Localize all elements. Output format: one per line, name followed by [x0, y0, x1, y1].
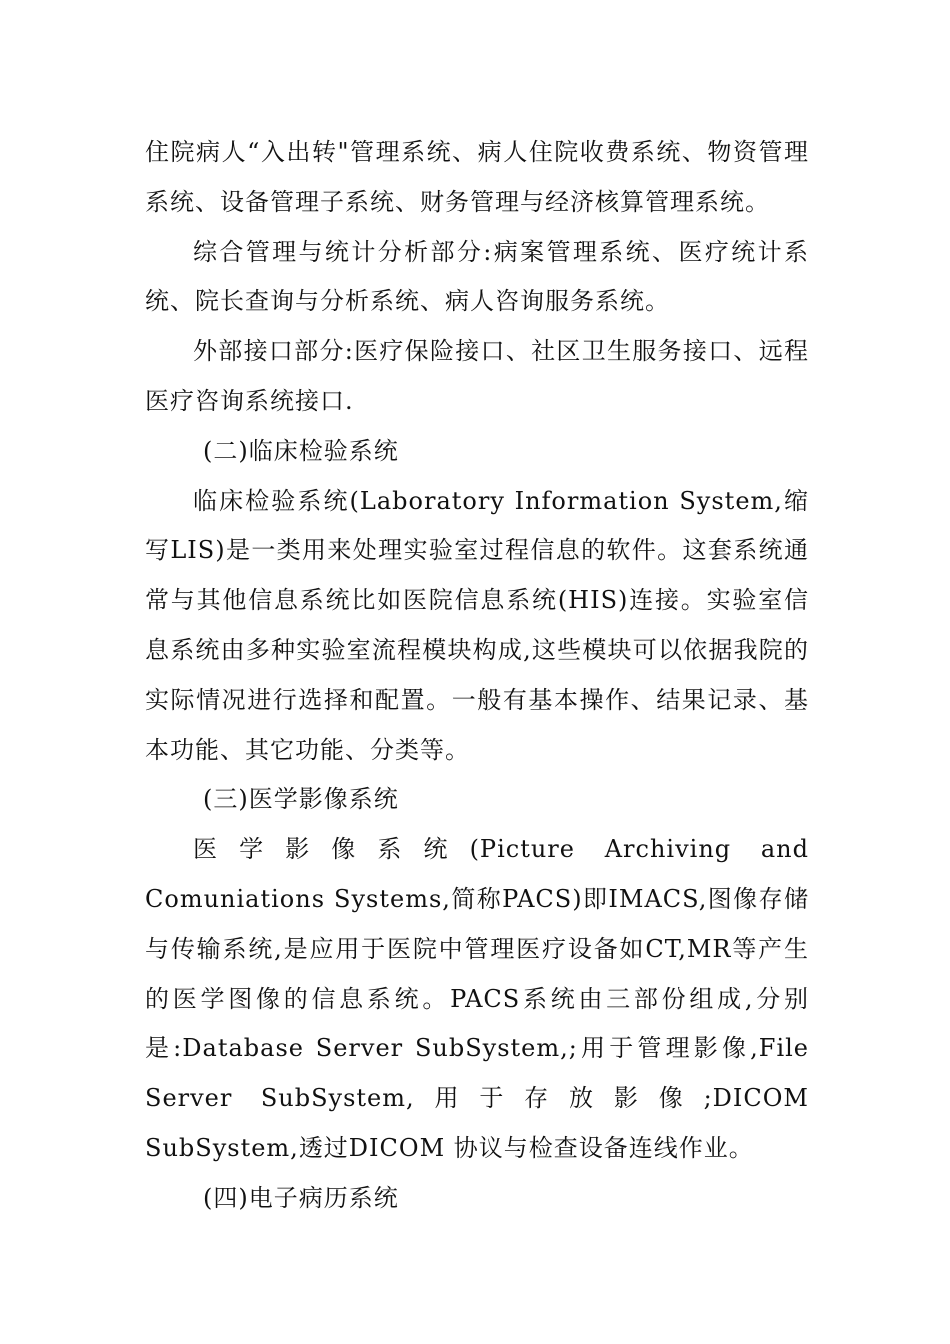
- paragraph-external-interfaces: 外部接口部分:医疗保险接口、社区卫生服务接口、远程医疗咨询系统接口.: [145, 337, 809, 415]
- document-page: [145, 128, 809, 1224]
- section-heading-pacs: (三)医学影像系统: [203, 785, 399, 814]
- paragraph-inpatient-systems: 住院病人“入出转"管理系统、病人住院收费系统、物资管理系统、设备管理子系统、财务管理与经济核算管理系统。: [145, 138, 809, 216]
- section-heading-emr: (四)电子病历系统: [203, 1183, 399, 1212]
- paragraph-integrated-management: 综合管理与统计分析部分:病案管理系统、医疗统计系统、院长查询与分析系统、病人咨询服务系统。: [145, 237, 809, 316]
- paragraph-lis: 临床检验系统(Laboratory Information System,缩写LIS)是一类用来处理实验室过程信息的软件。这套系统通常与其他信息系统比如医院信息系统(HIS)连接。实验室信息系统由多种实验室流程模块构成,这些模块可以依据我院的实际情况进行选择和配置。一般有基本操作、结果记录、基本功能、其它功能、分类等。: [145, 486, 809, 764]
- paragraph-pacs: 医学影像系统(Picture Archiving and Comuniations Systems,简称PACS)即IMACS,图像存储与传输系统,是应用于医院中管理医疗设备如CT,MR等产生的医学图像的信息系统。PACS系统由三部份组成,分别是:Database Server SubSystem,;用于管理影像,File Server SubSystem,用于存放影像;DICOM SubSystem,透过DICOM 协议与检查设备连线作业。: [145, 835, 809, 1162]
- section-heading-lis: (二)临床检验系统: [203, 436, 399, 465]
